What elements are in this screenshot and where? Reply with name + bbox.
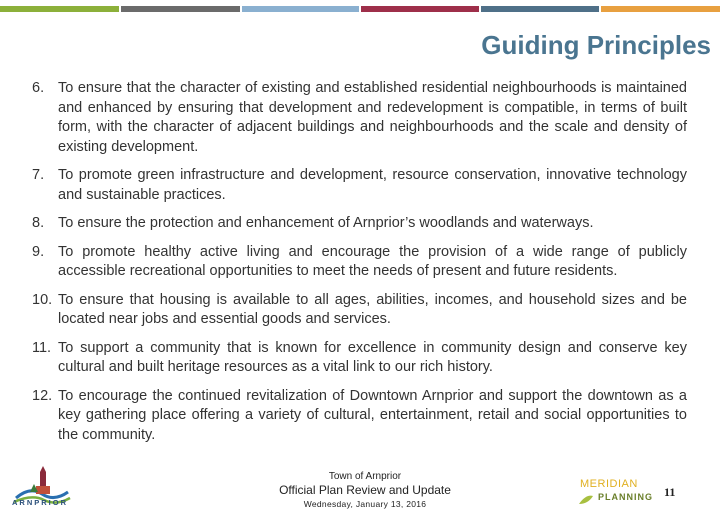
item-text: To promote healthy active living and encourage the provision of a wide range of publicly accessible recreational opportunities to meet the needs of present and future residents. [58,243,687,279]
item-number: 6. [32,80,45,96]
item-number: 8. [32,215,45,231]
arnprior-logo-text: ARNPRIOR [12,498,69,507]
color-bar-steel [481,6,599,12]
color-bar-maroon [361,6,479,12]
color-bar-green [0,6,119,12]
item-number: 9. [32,243,45,260]
item-number: 10. [32,291,53,308]
item-text: To ensure that housing is available to all ages, abilities, incomes, and household sizes and be located near jobs and essential goods and services. [58,291,687,327]
footer-date: Wednesday, January 13, 2016 [303,499,427,509]
list-item [32,214,687,234]
color-bar-lightblue [242,6,359,12]
item-text: To support a community that is known for excellence in community design and conserve key cultural and built heritage resources as a vital link to our rich history. [58,339,687,375]
item-text: To ensure the protection and enhancement of Arnprior’s woodlands and waterways. [58,215,594,231]
item-number: 11. [32,339,52,356]
footer-info [260,470,470,511]
page-number: 11 [664,485,676,499]
item-number: 12. [32,387,53,404]
meridian-leaf-icon [578,492,594,506]
item-text: To promote green infrastructure and development, resource conservation, innovative technology and sustainable practices. [58,167,687,203]
meridian-logo [578,478,653,502]
list-item [32,339,687,378]
list-item [32,243,687,282]
color-bar-orange [601,6,720,12]
footer-town: Town of Arnprior [328,471,402,482]
header-color-bars [0,6,720,12]
item-text: To ensure that the character of existing and established residential neighbourhoods is maintained and enhanced by ensuring that development and redevelopment is compatible, in terms of built form, with the character of adjacent buildings and neighbourhoods and the scale and density of existing development. [58,80,687,155]
color-bar-gray [121,6,240,12]
footer-project: Official Plan Review and Update [279,483,451,497]
list-item [32,291,687,330]
list-item [32,166,687,205]
meridian-logo-bottom: PLANNING [598,492,653,502]
page-title: Guiding Principles [481,30,711,60]
meridian-logo-top: MERIDIAN [580,478,638,490]
principles-list [32,79,687,454]
list-item [32,387,687,446]
list-item [32,79,687,157]
item-number: 7. [32,167,45,183]
item-text: To encourage the continued revitalization of Downtown Arnprior and support the downtown as a key gathering place offering a variety of cultural, entertainment, retail and social opportunities to the community. [58,387,687,443]
